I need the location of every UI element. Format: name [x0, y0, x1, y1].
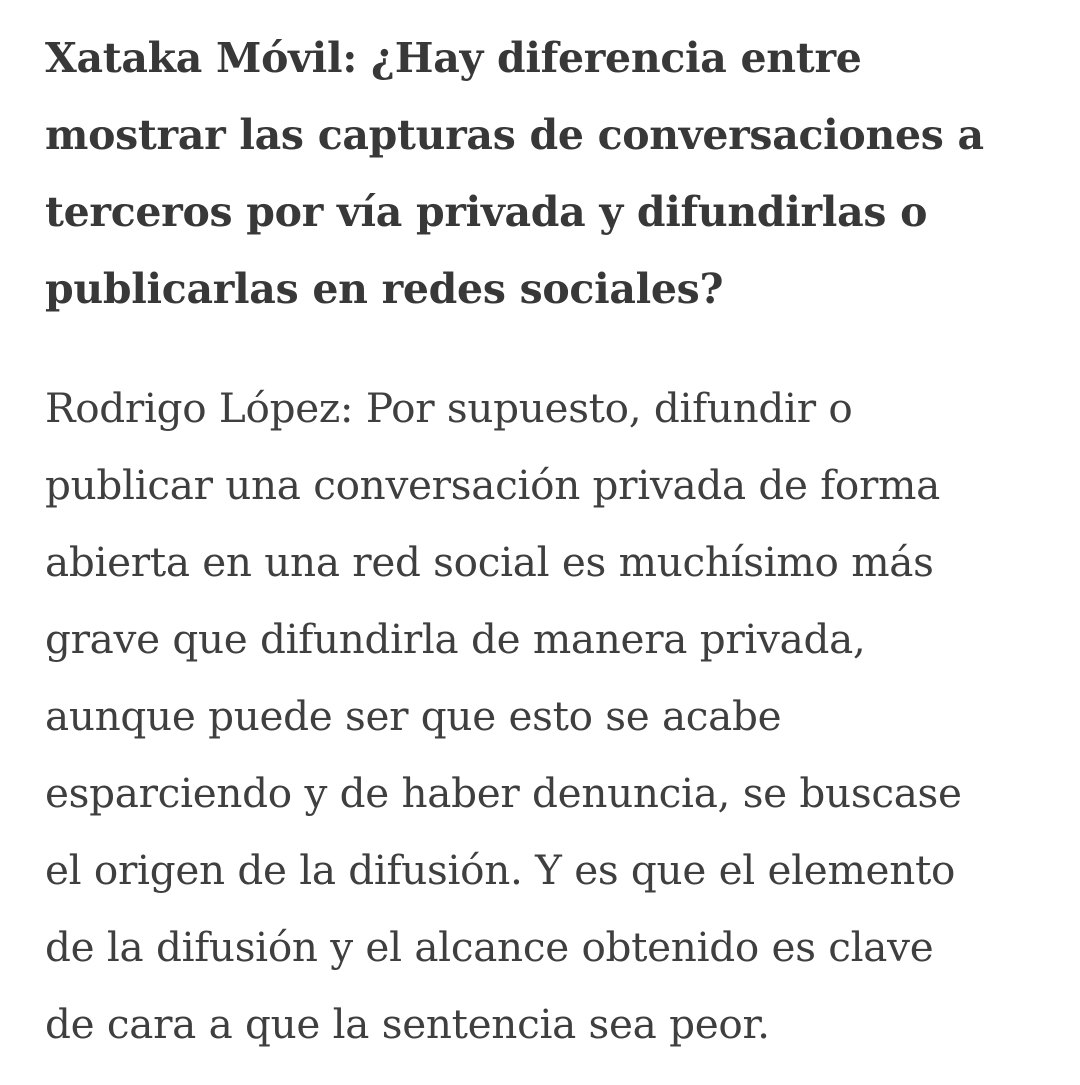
answer-line: grave que difundirla de manera privada,: [45, 615, 866, 663]
question-line: publicarlas en redes sociales?: [45, 265, 724, 313]
answer-line: publicar una conversación privada de forma: [45, 461, 941, 509]
answer-line: abierta en una red social es muchísimo más: [45, 538, 934, 586]
answer-line: esparciendo y de haber denuncia, se buscase: [45, 769, 962, 817]
question-line: Xataka Móvil: ¿Hay diferencia entre: [45, 34, 862, 82]
answer-line: de la difusión y el alcance obtenido es clave: [45, 923, 934, 971]
interview-excerpt: [45, 20, 1045, 1063]
answer-line: aunque puede ser que esto se acabe: [45, 692, 782, 740]
interview-question: [45, 20, 1045, 328]
interview-answer: [45, 370, 1045, 1063]
answer-line: de cara a que la sentencia sea peor.: [45, 1000, 770, 1048]
answer-line: el origen de la difusión. Y es que el elemento: [45, 846, 956, 894]
answer-line: Rodrigo López: Por supuesto, difundir o: [45, 384, 853, 432]
question-line: terceros por vía privada y difundirlas o: [45, 188, 928, 236]
question-line: mostrar las capturas de conversaciones a: [45, 111, 984, 159]
